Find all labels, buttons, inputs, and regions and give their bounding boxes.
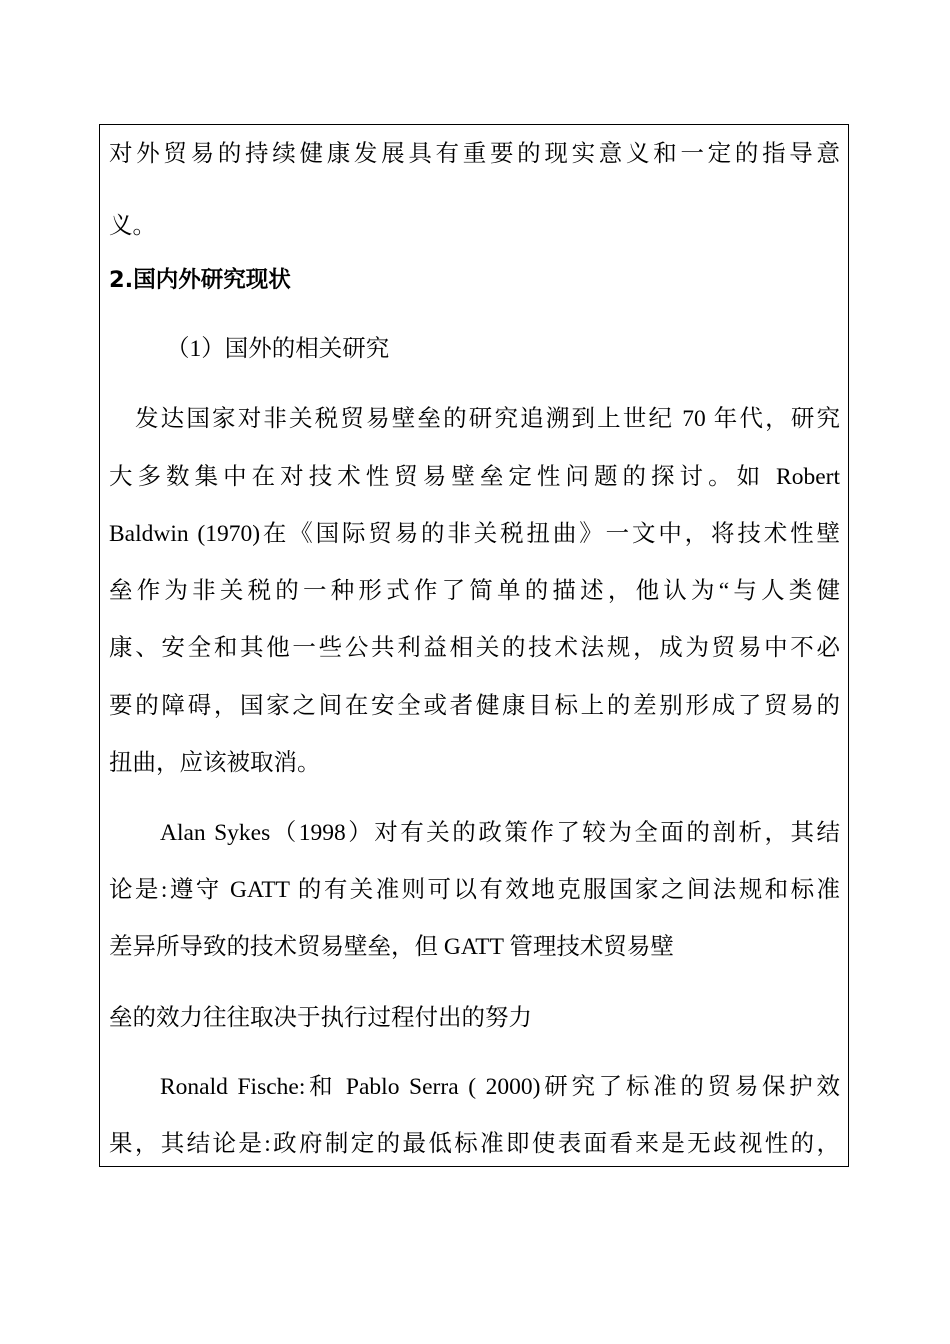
document-frame xyxy=(99,124,849,1167)
baldwin-line-5: 康、安全和其他一些公共利益相关的技术法规，成为贸易中不必 xyxy=(109,635,840,661)
intro-line-2: 义。 xyxy=(109,213,156,239)
intro-line-1: 对外贸易的持续健康发展具有重要的现实意义和一定的指导意 xyxy=(109,141,840,167)
sykes-line-4: 垒的效力往往取决于执行过程付出的努力 xyxy=(109,1005,532,1031)
baldwin-line-6: 要的障碍，国家之间在安全或者健康目标上的差别形成了贸易的 xyxy=(109,693,840,719)
fische-line-2: 果，其结论是:政府制定的最低标准即使表面看来是无歧视性的， xyxy=(109,1131,840,1157)
subheading: （1）国外的相关研究 xyxy=(166,336,390,362)
baldwin-line-4: 垒作为非关税的一种形式作了简单的描述，他认为“与人类健 xyxy=(109,578,840,604)
sykes-line-1: Alan Sykes（1998）对有关的政策作了较为全面的剖析，其结 xyxy=(160,820,840,846)
baldwin-line-3: Baldwin (1970)在《国际贸易的非关税扭曲》一文中，将技术性壁 xyxy=(109,521,840,547)
section-heading: 2.国内外研究现状 xyxy=(109,267,291,293)
fische-line-1: Ronald Fische:和 Pablo Serra ( 2000)研究了标准的贸易保护效 xyxy=(160,1074,840,1100)
baldwin-line-1: 发达国家对非关税贸易壁垒的研究追溯到上世纪 70 年代，研究 xyxy=(135,406,840,432)
sykes-line-3: 差异所导致的技术贸易壁垒，但 GATT 管理技术贸易壁 xyxy=(109,934,674,960)
baldwin-line-2: 大多数集中在对技术性贸易壁垒定性问题的探讨。如 Robert xyxy=(109,464,840,490)
baldwin-line-7: 扭曲，应该被取消。 xyxy=(109,750,321,776)
sykes-line-2: 论是:遵守 GATT 的有关准则可以有效地克服国家之间法规和标准 xyxy=(109,877,840,903)
